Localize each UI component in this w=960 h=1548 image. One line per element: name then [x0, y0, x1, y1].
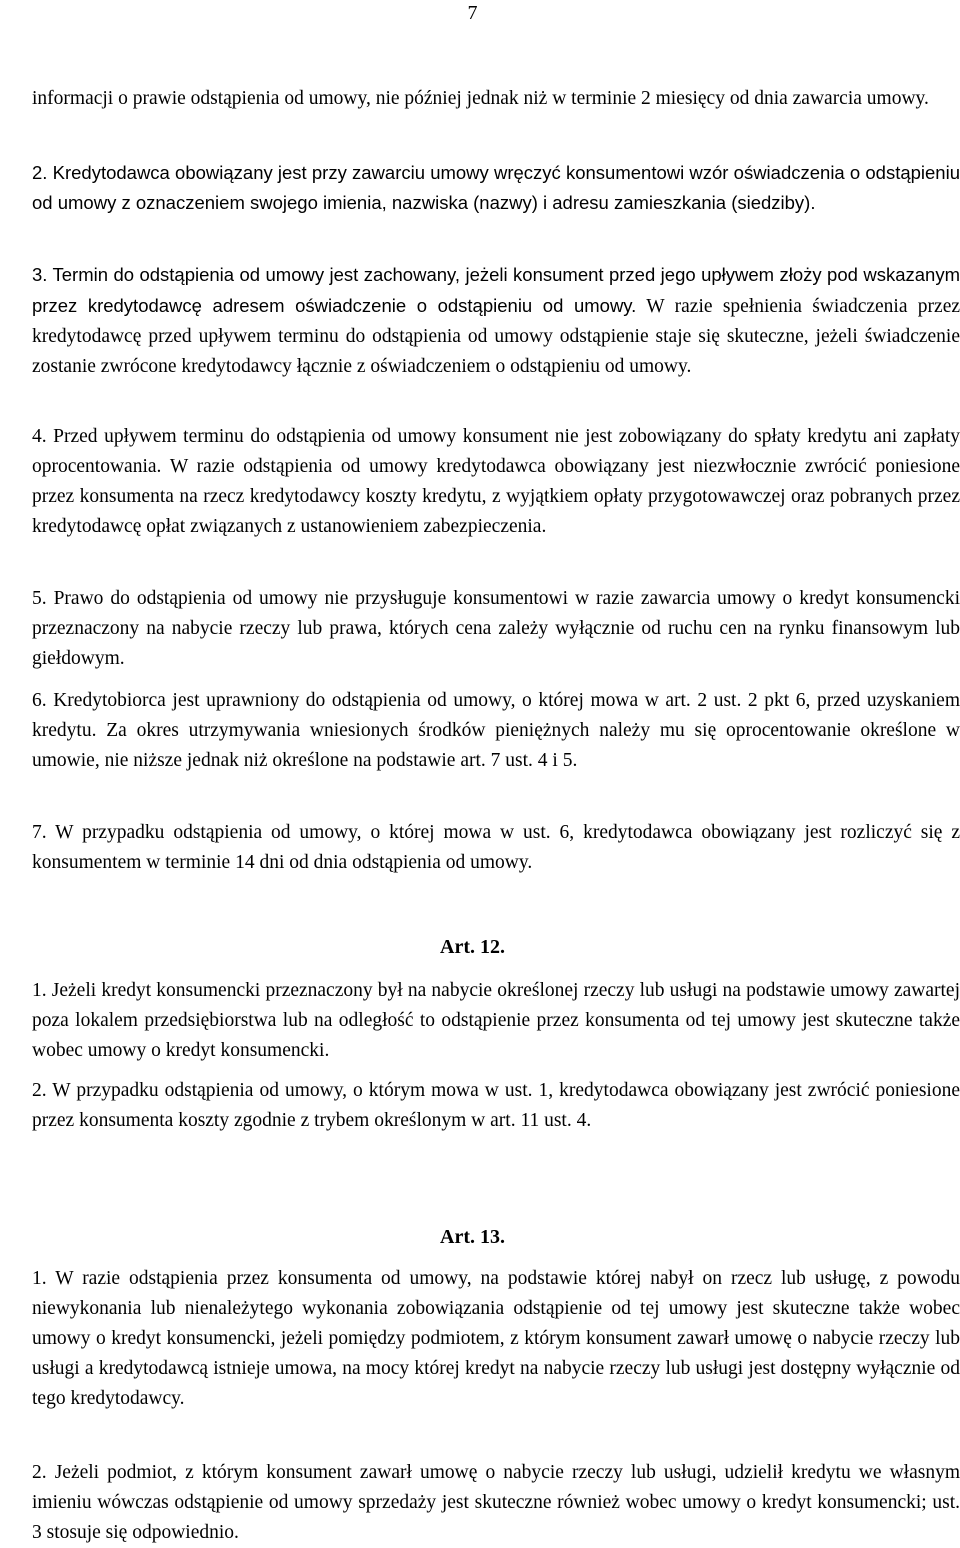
paragraph-5: 5. Prawo do odstąpienia od umowy nie przysługuje konsumentowi w razie zawarcia umowy o kredyt konsumencki przeznaczony na nabycie rzeczy lub prawa, których cena zależy wyłącznie od ruchu cen na rynku finansowym lub giełdowym. — [32, 588, 960, 669]
paragraph-7: 7. W przypadku odstąpienia od umowy, o której mowa w ust. 6, kredytodawca obowiązany jest rozliczyć się z konsumentem w terminie 14 dni od dnia odstąpienia od umowy. — [32, 822, 960, 873]
article-12-heading: Art. 12. — [440, 936, 505, 958]
paragraph-3-part-b: W razie spełnienia świadczenia przez kredytodawcę przed upływem terminu do odstąpienia od umowy odstąpienie staje się skuteczne, jeżeli świadczenie zostanie zwrócone kredytodawcy łącznie z oświadczeniem o odstąpieniu od umowy. — [32, 296, 960, 377]
paragraph-4 — [32, 422, 960, 542]
paragraph-continuation: informacji o prawie odstąpienia od umowy, nie później jednak niż w terminie 2 miesięcy od dnia zawarcia umowy. — [32, 88, 929, 109]
article-13-paragraph-2: 2. Jeżeli podmiot, z którym konsument zawarł umowę o nabycie rzeczy lub usługi, udzielił kredytu we własnym imieniu wówczas odstąpienie od umowy sprzedaży jest skuteczne również wobec umowy o kredyt konsumencki; ust. 3 stosuje się odpowiednio. — [32, 1462, 960, 1543]
article-13-paragraph-1: 1. W razie odstąpienia przez konsumenta od umowy, na podstawie której nabył on rzecz lub usługę, z powodu niewykonania lub nienależytego wykonania zobowiązania odstąpienie od tej umowy jest skuteczne także wobec umowy o kredyt konsumencki, jeżeli pomiędzy podmiotem, z którym konsument zawarł umowę o nabycie rzeczy lub usługi a kredytodawcą istnieje umowa, na mocy której kredyt na nabycie rzeczy lub usługi jest dostępny wyłącznie od tego kredytodawcy. — [32, 1268, 960, 1409]
paragraph-3 — [32, 260, 960, 382]
paragraph-6: 6. Kredytobiorca jest uprawniony do odstąpienia od umowy, o której mowa w art. 2 ust. 2 pkt 6, przed uzyskaniem kredytu. Za okres utrzymywania wniesionych środków pieniężnych należy mu się oprocentowanie określone w umowie, nie niższe jednak niż określone na podstawie art. 7 ust. 4 i 5. — [32, 690, 960, 771]
article-13-heading: Art. 13. — [440, 1226, 505, 1248]
page-number: 7 — [467, 2, 478, 24]
paragraph-2: 2. Kredytodawca obowiązany jest przy zawarciu umowy wręczyć konsumentowi wzór oświadczenia o odstąpieniu od umowy z oznaczeniem swojego imienia, nazwiska (nazwy) i adresu zamieszkania (siedziby). — [32, 162, 960, 213]
paragraph-3-part-a: 3. Termin do odstąpienia od umowy jest zachowany, jeżeli konsument przed jego upływem złoży pod wskazanym przez kredytodawcę adresem oświadczenie o odstąpieniu od umowy. — [32, 264, 960, 316]
article-12-paragraph-1: 1. Jeżeli kredyt konsumencki przeznaczony był na nabycie określonej rzeczy lub usługi na podstawie umowy zawartej poza lokalem przedsiębiorstwa lub na odległość to odstąpienie przez konsumenta od tej umowy jest skuteczne także wobec umowy o kredyt konsumencki. — [32, 980, 960, 1061]
article-12-paragraph-2: 2. W przypadku odstąpienia od umowy, o którym mowa w ust. 1, kredytodawca obowiązany jest zwrócić poniesione przez konsumenta koszty zgodnie z trybem określonym w art. 11 ust. 4. — [32, 1080, 960, 1131]
paragraph-4-part-b: W razie odstąpienia od umowy kredytodawca obowiązany jest niezwłocznie zwrócić poniesione przez konsumenta na rzecz kredytodawcy koszty kredytu, z wyjątkiem opłaty przygotowawczej oraz pobranych przez kredytodawcę opłat związanych z ustanowieniem zabezpieczenia. — [32, 456, 960, 537]
paragraph-4-part-a: 4. Przed upływem terminu do odstąpienia od umowy konsument nie jest zobowiązany do spłaty kredytu ani zapłaty oprocentowania. — [32, 426, 960, 477]
